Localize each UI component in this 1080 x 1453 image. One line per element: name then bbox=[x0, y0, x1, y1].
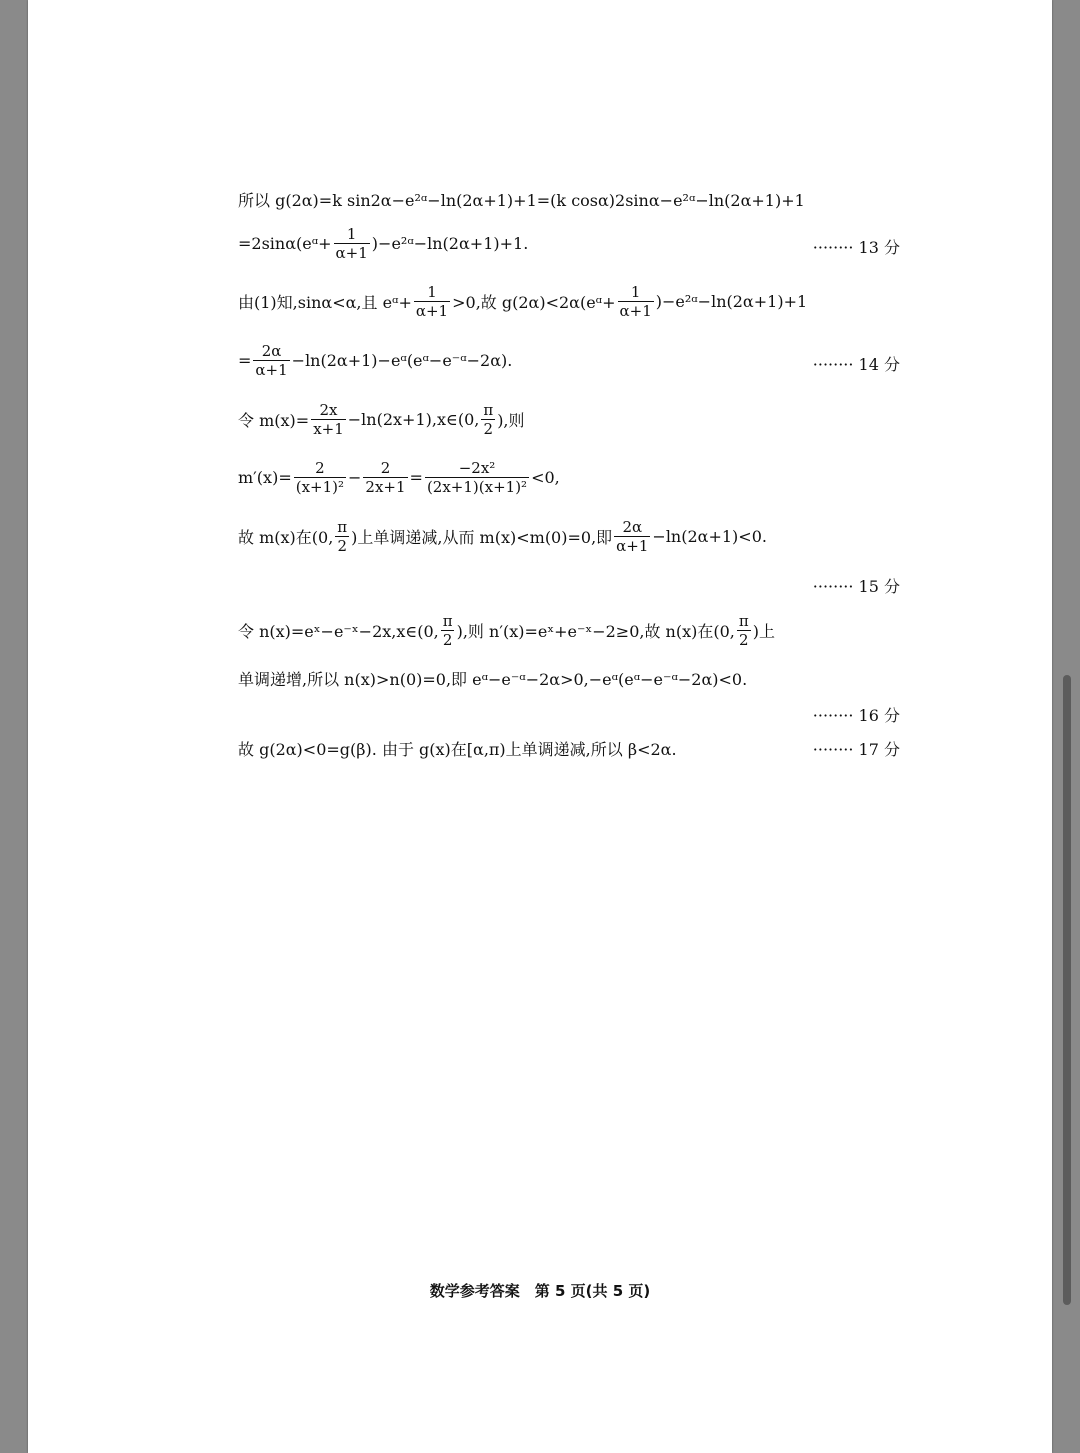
line-text: −ln(2α+1)<0. bbox=[652, 527, 767, 546]
line-text: 由(1)知,sinα<α,且 eᵅ+ bbox=[238, 293, 412, 312]
line-text: 令 m(x)= bbox=[238, 411, 310, 430]
solution-line-5 bbox=[238, 401, 918, 438]
numerator: 1 bbox=[630, 283, 641, 301]
line-text: 令 n(x)=eˣ−e⁻ˣ−2x,x∈(0, bbox=[238, 622, 439, 641]
numerator: 2α bbox=[261, 342, 282, 360]
line-text: ),则 n′(x)=eˣ+e⁻ˣ−2≥0,故 n(x)在(0, bbox=[456, 622, 735, 641]
fraction bbox=[414, 283, 450, 320]
score-16: ········ 16 分 bbox=[812, 706, 900, 725]
document-page bbox=[28, 0, 1052, 1453]
denominator: 2 bbox=[739, 631, 749, 649]
fraction bbox=[425, 459, 529, 496]
scrollbar[interactable] bbox=[1063, 675, 1071, 1305]
numerator: 2 bbox=[315, 459, 325, 477]
denominator: x+1 bbox=[313, 420, 344, 438]
solution-line-6 bbox=[238, 459, 918, 496]
line-text: <0, bbox=[531, 468, 560, 487]
fraction bbox=[335, 518, 349, 555]
numerator: π bbox=[738, 612, 749, 630]
denominator: 2 bbox=[442, 631, 453, 649]
line-text: >0,故 g(2α)<2α(eᵅ+ bbox=[452, 293, 616, 312]
fraction bbox=[311, 401, 346, 438]
score-13: ········ 13 分 bbox=[812, 238, 900, 257]
fraction bbox=[334, 225, 370, 262]
fraction bbox=[253, 342, 289, 379]
numerator: π bbox=[442, 612, 453, 630]
line-text: −ln(2x+1),x∈(0, bbox=[347, 410, 480, 429]
denominator: 2x+1 bbox=[365, 478, 406, 496]
line-text: )−e²ᵅ−ln(2α+1)+1. bbox=[371, 234, 529, 253]
denominator: (2x+1)(x+1)² bbox=[426, 478, 528, 496]
numerator: 2 bbox=[380, 459, 391, 477]
line-text: 故 g(2α)<0=g(β). 由于 g(x)在[α,π)上单调递减,所以 β<2α. bbox=[238, 740, 677, 759]
line-text: ),则 bbox=[497, 411, 525, 430]
line-text: )上单调递减,从而 m(x)<m(0)=0,即 bbox=[351, 528, 613, 547]
numerator: 1 bbox=[427, 283, 437, 301]
numerator: π bbox=[483, 401, 494, 419]
numerator: 2x bbox=[319, 401, 338, 419]
line-text: =2sinα(eᵅ+ bbox=[238, 234, 332, 253]
denominator: α+1 bbox=[619, 302, 652, 320]
line-text: = bbox=[409, 468, 423, 487]
fraction bbox=[737, 612, 751, 649]
solution-line-8 bbox=[238, 612, 918, 649]
fraction bbox=[614, 518, 650, 555]
numerator: π bbox=[337, 518, 348, 536]
denominator: α+1 bbox=[255, 361, 288, 379]
numerator: 1 bbox=[346, 225, 357, 243]
denominator: 2 bbox=[483, 420, 494, 438]
score-17: ········ 17 分 bbox=[812, 740, 900, 759]
denominator: (x+1)² bbox=[295, 478, 345, 496]
solution-line-3 bbox=[238, 283, 918, 320]
denominator: α+1 bbox=[415, 302, 449, 320]
fraction bbox=[481, 401, 495, 438]
fraction bbox=[618, 283, 654, 320]
fraction bbox=[441, 612, 455, 649]
line-text: )上 bbox=[752, 622, 775, 641]
score-15: ········ 15 分 bbox=[812, 577, 900, 596]
line-text: −ln(2α+1)−eᵅ(eᵅ−e⁻ᵅ−2α). bbox=[291, 351, 513, 370]
line-text: − bbox=[348, 468, 362, 487]
denominator: 2 bbox=[337, 537, 347, 555]
solution-line-1 bbox=[238, 188, 918, 211]
line-text: )−e²ᵅ−ln(2α+1)+1 bbox=[655, 292, 808, 311]
page-footer: 数学参考答案 第 5 页(共 5 页) bbox=[429, 1282, 651, 1300]
solution-line-7 bbox=[238, 518, 918, 555]
fraction bbox=[294, 459, 346, 496]
line-text: m′(x)= bbox=[238, 468, 292, 487]
line-text: 单调递增,所以 n(x)>n(0)=0,即 eᵅ−e⁻ᵅ−2α>0,−eᵅ(eᵅ−e⁻ᵅ−2α)<0. bbox=[238, 670, 748, 689]
denominator: α+1 bbox=[335, 244, 368, 262]
line-text: 所以 g(2α)=k sin2α−e²ᵅ−ln(2α+1)+1=(k cosα)2sinα−e²ᵅ−ln(2α+1)+1 bbox=[238, 191, 805, 210]
numerator: 2α bbox=[622, 518, 643, 536]
line-text: 故 m(x)在(0, bbox=[238, 528, 334, 547]
solution-line-9 bbox=[238, 667, 918, 690]
score-14: ········ 14 分 bbox=[812, 355, 900, 374]
fraction bbox=[363, 459, 407, 496]
numerator: −2x² bbox=[458, 459, 496, 477]
line-text: = bbox=[238, 351, 252, 370]
denominator: α+1 bbox=[616, 537, 649, 555]
